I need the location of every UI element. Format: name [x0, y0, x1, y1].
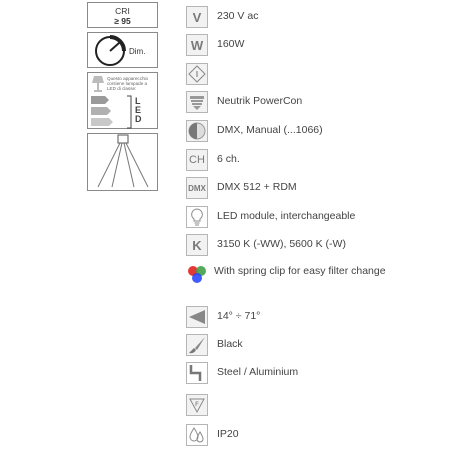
- lamp-icon: [91, 75, 105, 93]
- dimmer-knob-icon: [91, 34, 131, 68]
- channels-icon: CH: [186, 149, 208, 171]
- control-text: DMX, Manual (...1066): [217, 124, 323, 136]
- powercon-connector-icon: [186, 91, 208, 113]
- connector-text: Neutrik PowerCon: [217, 95, 303, 107]
- material-icon: [186, 362, 208, 384]
- dim-label: Dim.: [129, 47, 146, 56]
- spec-row-ip-rating: [186, 424, 446, 448]
- ip-rating-text: IP20: [217, 428, 239, 440]
- beam-angle-text: 14° ÷ 71°: [217, 310, 261, 322]
- svg-text:F: F: [195, 402, 199, 408]
- beam-box: [87, 133, 158, 191]
- channels-text: 6 ch.: [217, 153, 240, 165]
- spec-row-insulation: [186, 63, 446, 87]
- insulation-class-icon: [186, 63, 208, 85]
- spec-row-beam-angle: [186, 306, 446, 330]
- cri-value: ≥ 95: [114, 16, 131, 26]
- energy-label-box: [87, 72, 158, 129]
- spec-row-dmx: [186, 177, 446, 201]
- spec-row-connector: [186, 91, 446, 115]
- light-source-text: LED module, interchangeable: [217, 210, 356, 222]
- spec-row-filter: [186, 264, 446, 288]
- filter-text: With spring clip for easy filter change: [214, 265, 386, 277]
- color-text: Black: [217, 338, 243, 350]
- svg-text:I: I: [195, 70, 199, 79]
- spec-row-light-source: [186, 206, 446, 230]
- dimmable-box: [87, 32, 158, 68]
- water-drops-icon: [186, 424, 208, 446]
- spec-row-flammable-surface: [186, 394, 446, 418]
- cri-label: CRI: [115, 6, 130, 16]
- material-text: Steel / Aluminium: [217, 366, 299, 378]
- energy-bracket: [126, 95, 134, 129]
- beam-angle-icon: [186, 306, 208, 328]
- color-temp-text: 3150 K (-WW), 5600 K (-W): [217, 238, 346, 250]
- energy-class-arrows: [91, 95, 115, 129]
- control-mode-icon: [186, 120, 208, 142]
- power-text: 160W: [217, 38, 245, 50]
- dmx-text: DMX 512 + RDM: [217, 181, 297, 193]
- kelvin-icon: K: [186, 234, 208, 256]
- light-bulb-icon: [186, 206, 208, 228]
- flammable-surface-icon: [186, 394, 208, 416]
- spec-row-channels: [186, 149, 446, 173]
- dmx-icon: DMX: [186, 177, 208, 199]
- energy-text: Questo apparecchio contiene lampade a LED di classe:: [107, 76, 149, 92]
- energy-classes: L E D: [135, 96, 142, 124]
- spec-row-material: [186, 362, 446, 386]
- power-icon: W: [186, 34, 208, 56]
- beam-spread-icon: [88, 134, 157, 190]
- spec-row-color: [186, 334, 446, 358]
- voltage-icon: V: [186, 6, 208, 28]
- paint-brush-icon: [186, 334, 208, 356]
- spec-row-control: [186, 120, 446, 144]
- spec-row-color-temp: [186, 234, 446, 258]
- spec-row-voltage: [186, 6, 446, 30]
- cri-box: [87, 2, 158, 28]
- voltage-text: 230 V ac: [217, 10, 259, 22]
- spec-row-power: [186, 34, 446, 58]
- color-filter-icon: [186, 264, 208, 286]
